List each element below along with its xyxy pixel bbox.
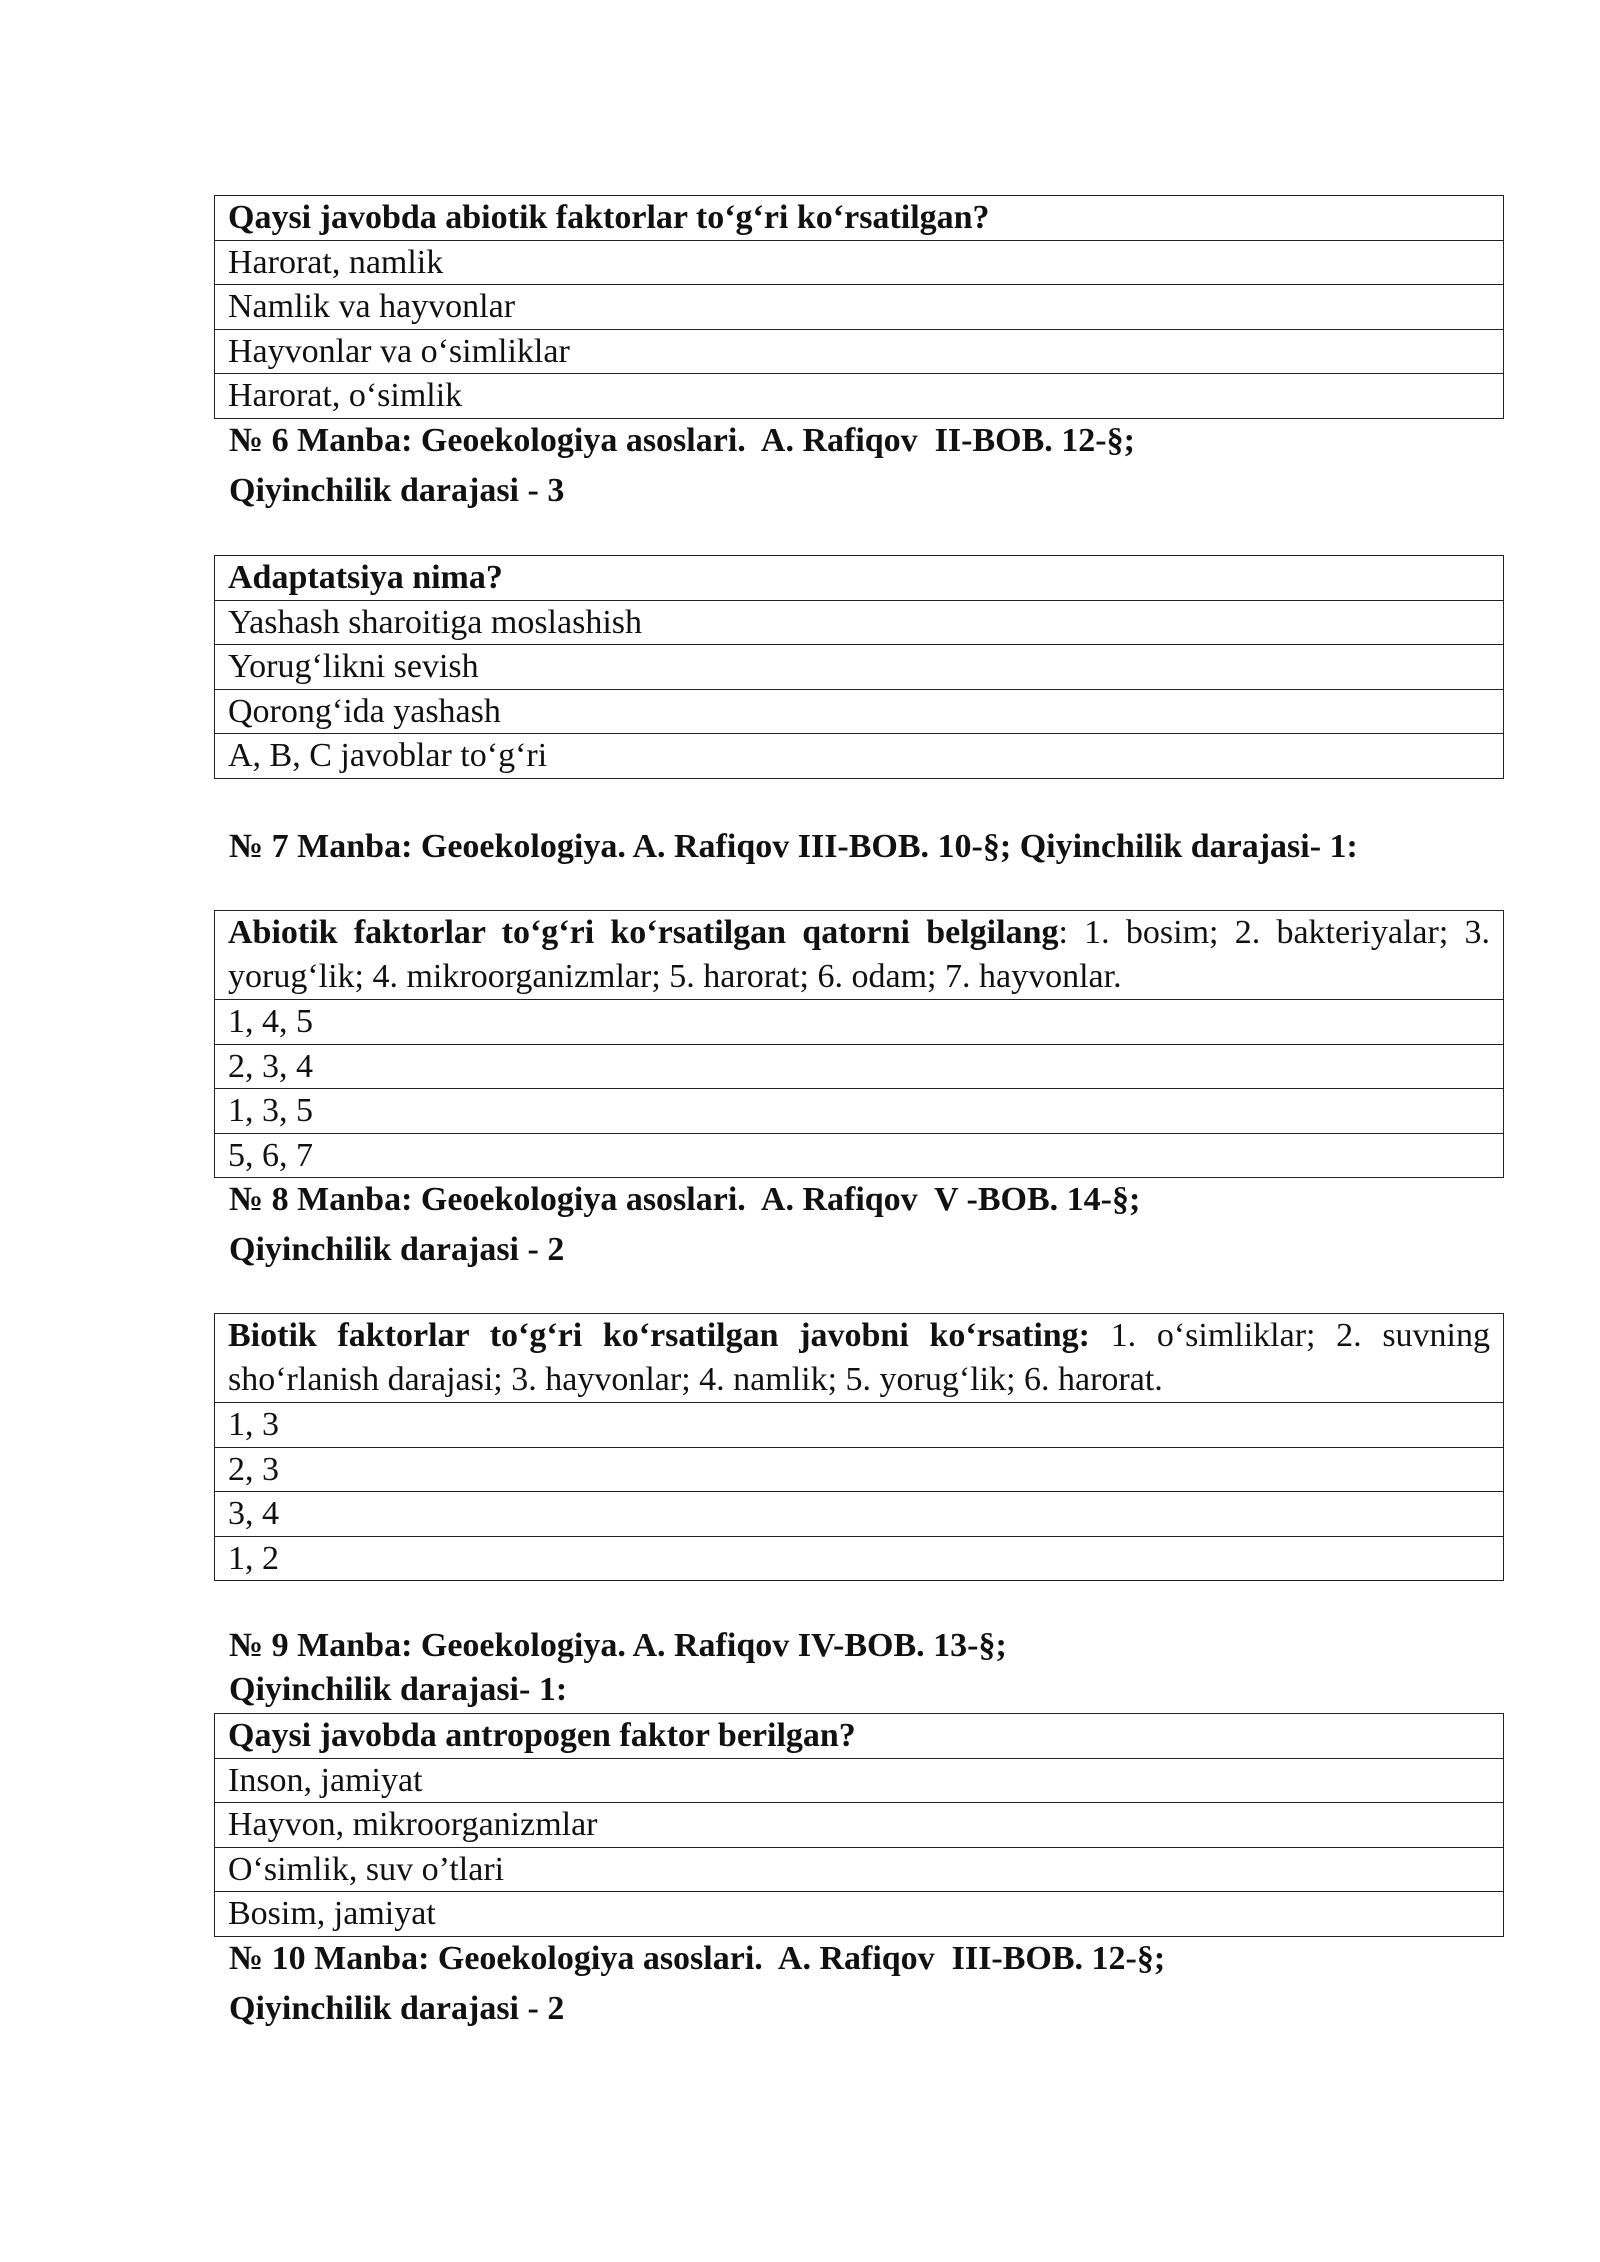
question-table — [214, 1313, 1504, 1581]
question-text: Qaysi javobda antropogen faktor berilgan? — [215, 1714, 1504, 1759]
answer-option: 1, 4, 5 — [215, 1000, 1504, 1045]
answer-option: Yorug‘likni sevish — [215, 645, 1504, 690]
question-text — [215, 911, 1504, 1000]
question-bold-text: Abiotik faktorlar to‘g‘ri ko‘rsatilgan qatorni belgilang — [228, 914, 1059, 951]
difficulty-line: Qiyinchilik darajasi - 3 — [229, 472, 565, 509]
question-block-4 — [214, 1313, 1504, 1581]
answer-option: 2, 3 — [215, 1447, 1504, 1492]
source-line: № 7 Manba: Geoekologiya. A. Rafiqov III-BOB. 10-§; Qiyinchilik darajasi- 1: — [229, 828, 1358, 865]
answer-option: Hayvon, mikroorganizmlar — [215, 1803, 1504, 1848]
difficulty-line: Qiyinchilik darajasi- 1: — [229, 1671, 568, 1708]
answer-option: Qorong‘ida yashash — [215, 689, 1504, 734]
source-line: № 10 Manba: Geoekologiya asoslari. A. Rafiqov III-BOB. 12-§; — [229, 1940, 1166, 1977]
answer-option: Namlik va hayvonlar — [215, 285, 1504, 330]
question-block-5 — [214, 1713, 1504, 1937]
question-table — [214, 910, 1504, 1178]
answer-option: A, B, C javoblar to‘g‘ri — [215, 734, 1504, 779]
answer-option: Bosim, jamiyat — [215, 1892, 1504, 1937]
answer-option: Harorat, namlik — [215, 240, 1504, 285]
answer-option: 1, 3, 5 — [215, 1089, 1504, 1134]
question-plain-text: : 1. bosim; 2. bakteriyalar; 3. yorug‘lik; 4. mikroorganizmlar; 5. harorat; 6. odam; 7. hayvonlar. — [228, 914, 1491, 995]
question-table — [214, 555, 1504, 779]
answer-option: Yashash sharoitiga moslashish — [215, 600, 1504, 645]
question-block-3 — [214, 910, 1504, 1178]
answer-option: 5, 6, 7 — [215, 1133, 1504, 1178]
question-text — [215, 1314, 1504, 1403]
question-bold-text: Biotik faktorlar to‘g‘ri ko‘rsatilgan javobni ko‘rsating: — [228, 1317, 1091, 1354]
source-line: № 8 Manba: Geoekologiya asoslari. A. Rafiqov V -BOB. 14-§; — [229, 1181, 1141, 1218]
answer-option: O‘simlik, suv o’tlari — [215, 1847, 1504, 1892]
answer-option: Hayvonlar va o‘simliklar — [215, 329, 1504, 374]
question-block-2 — [214, 555, 1504, 779]
source-line: № 9 Manba: Geoekologiya. A. Rafiqov IV-BOB. 13-§; — [229, 1627, 1007, 1664]
answer-option: 2, 3, 4 — [215, 1044, 1504, 1089]
difficulty-line: Qiyinchilik darajasi - 2 — [229, 1990, 565, 2027]
question-table — [214, 195, 1504, 419]
question-table — [214, 1713, 1504, 1937]
answer-option: 1, 2 — [215, 1536, 1504, 1581]
question-text: Qaysi javobda abiotik faktorlar to‘g‘ri ko‘rsatilgan? — [215, 196, 1504, 241]
answer-option: Inson, jamiyat — [215, 1758, 1504, 1803]
question-text: Adaptatsiya nima? — [215, 556, 1504, 601]
difficulty-line: Qiyinchilik darajasi - 2 — [229, 1231, 565, 1268]
source-line: № 6 Manba: Geoekologiya asoslari. A. Rafiqov II-BOB. 12-§; — [229, 422, 1135, 459]
answer-option: 1, 3 — [215, 1403, 1504, 1448]
answer-option: Harorat, o‘simlik — [215, 374, 1504, 419]
question-plain-text: 1. o‘simliklar; 2. suvning sho‘rlanish darajasi; 3. hayvonlar; 4. namlik; 5. yorug‘lik; 6. harorat. — [228, 1317, 1490, 1398]
question-block-1 — [214, 195, 1504, 419]
answer-option: 3, 4 — [215, 1492, 1504, 1537]
